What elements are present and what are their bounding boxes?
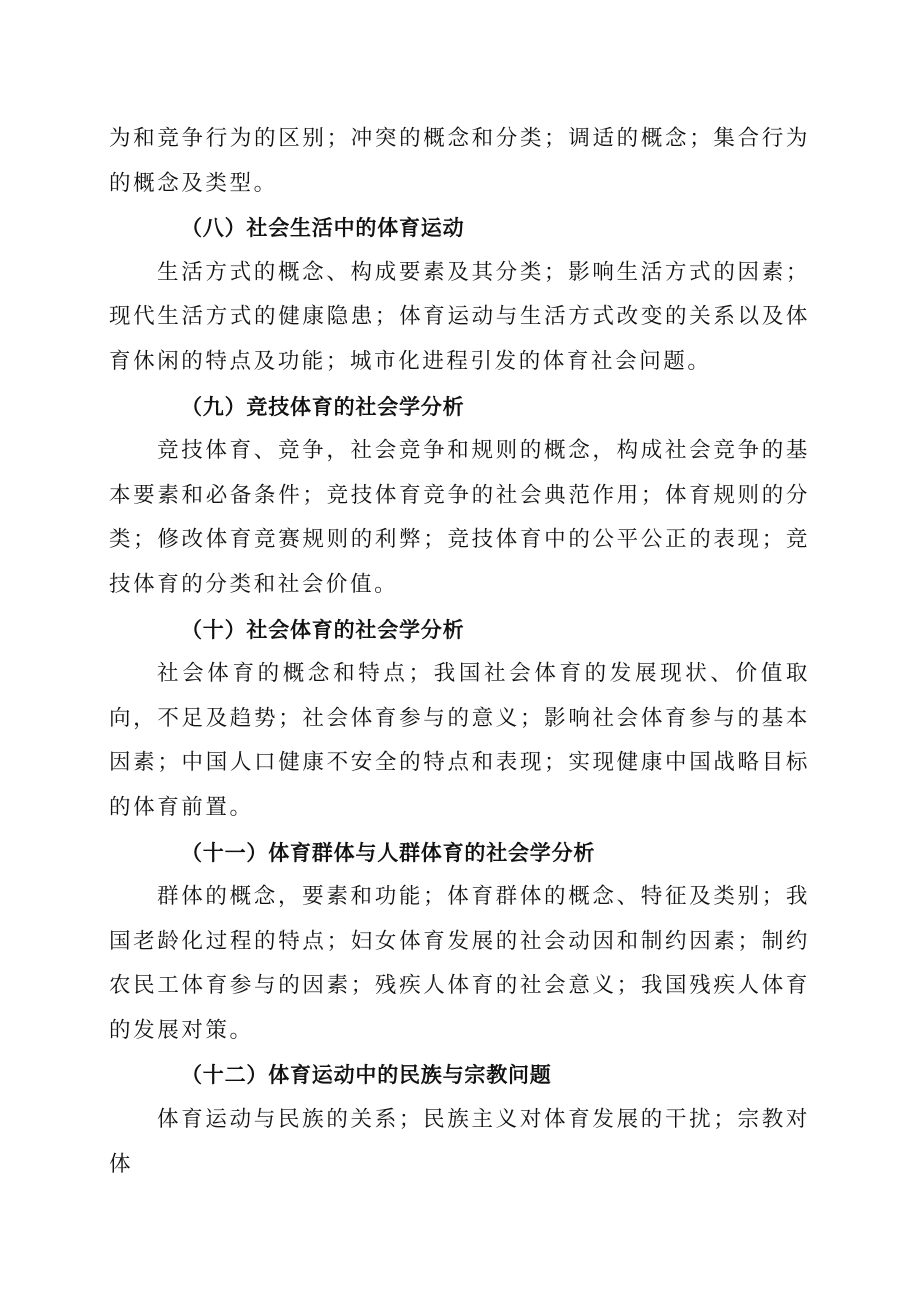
section-body-8: 生活方式的概念、构成要素及其分类；影响生活方式的因素；现代生活方式的健康隐患；体育运动与生活方式改变的关系以及体育休闲的特点及功能；城市化进程引发的体育社会问题。	[109, 259, 810, 374]
document-body	[109, 117, 810, 1187]
section-body-9: 竞技体育、竞争，社会竞争和规则的概念，构成社会竞争的基本要素和必备条件；竞技体育竞争的社会典范作用；体育规则的分类；修改体育竞赛规则的利弊；竞技体育中的公平公正的表现；竞技体育的分类和社会价值。	[109, 438, 810, 597]
section-heading-9: （九）竞技体育的社会学分析	[181, 394, 465, 419]
section-heading-11: （十一）体育群体与人群体育的社会学分析	[181, 840, 596, 865]
section-heading-12: （十二）体育运动中的民族与宗教问题	[181, 1063, 552, 1088]
section-heading-10: （十）社会体育的社会学分析	[181, 617, 465, 642]
section-body-10: 社会体育的概念和特点；我国社会体育的发展现状、价值取向，不足及趋势；社会体育参与的意义；影响社会体育参与的基本因素；中国人口健康不安全的特点和表现；实现健康中国战略目标的体育前置。	[109, 661, 810, 820]
section-heading-8: （八）社会生活中的体育运动	[181, 216, 465, 241]
section-body-11: 群体的概念，要素和功能；体育群体的概念、特征及类别；我国老龄化过程的特点；妇女体育发展的社会动因和制约因素；制约农民工体育参与的因素；残疾人体育的社会意义；我国残疾人体育的发展对策。	[109, 884, 810, 1043]
paragraph-continuation: 为和竞争行为的区别；冲突的概念和分类；调适的概念；集合行为的概念及类型。	[109, 126, 810, 196]
section-body-12: 体育运动与民族的关系；民族主义对体育发展的干扰；宗教对体	[109, 1107, 810, 1177]
